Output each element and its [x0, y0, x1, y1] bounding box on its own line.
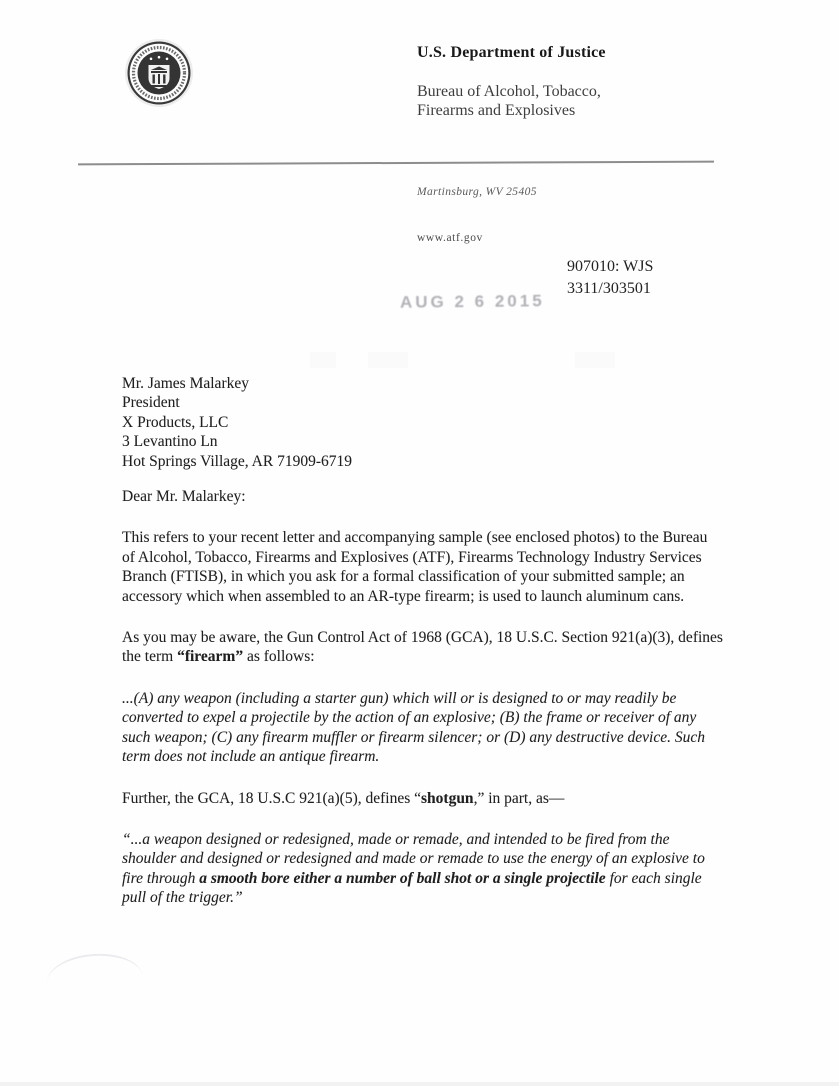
date-received-stamp: AUG 2 6 2015 — [399, 291, 545, 312]
shotgun-text-post: ,” in part, as— — [473, 789, 565, 807]
bureau-name — [417, 82, 606, 120]
recipient-company: X Products, LLC — [122, 413, 229, 431]
shotgun-quote-pre: “...a weapon designed or redesigned, made or remade, and intended to be fired from the shoulder and designed or redesigned and made or remade to use the energy of an explosive to fire through — [122, 830, 705, 887]
scan-smudge — [310, 352, 336, 368]
recipient-name: Mr. James Malarkey — [122, 375, 249, 392]
website-url: www.atf.gov — [417, 232, 483, 244]
bureau-line-2: Firearms and Explosives — [417, 102, 576, 119]
shotgun-text-pre: Further, the GCA, 18 U.S.C 921(a)(5), defines “ — [122, 789, 421, 807]
recipient-address — [122, 374, 723, 471]
gca-text-pre: As you may be aware, the Gun Control Act of 1968 (GCA), 18 U.S.C. Section 921(a)(3), defines the term — [122, 629, 723, 666]
quote-firearm-definition: ...(A) any weapon (including a starter gun) which will or is designed to or may readily be converted to expel a projectile by the action of an explosive; (B) the frame or receiver of any such weapon; (C) any firearm muffler or firearm silencer; or (D) any destructive device. Such term does not include an antique firearm. — [122, 689, 705, 766]
paragraph-intro: This refers to your recent letter and accompanying sample (see enclosed photos) to the Bureau of Alcohol, Tobacco, Firearms and Explosives (ATF), Firearms Technology Industry Services Branch (FTISB), in which you ask for a formal classification of your submitted sample; an accessory which when assembled to an AR-type firearm; is used to launch aluminum cans. — [122, 529, 708, 605]
shotgun-quote-post: for each single pull of the trigger.” — [122, 869, 702, 907]
recipient-street: 3 Levantino Ln — [122, 433, 218, 451]
doj-seal-icon — [123, 37, 195, 109]
firearm-term-bold: “firearm” — [177, 648, 244, 666]
paragraph-firearm-definition — [122, 628, 723, 667]
shotgun-term-bold: shotgun — [421, 789, 474, 807]
scan-smudge — [368, 352, 408, 368]
quote-shotgun-definition — [122, 830, 718, 908]
office-location: Martinsburg, WV 25405 — [417, 186, 537, 198]
scan-smudge — [575, 352, 615, 368]
department-title: U.S. Department of Justice — [417, 44, 606, 61]
scan-crease-artifact — [45, 951, 143, 984]
reference-line-1: 907010: WJS — [567, 258, 654, 275]
paragraph-shotgun-definition — [122, 789, 723, 808]
salutation: Dear Mr. Malarkey: — [122, 488, 246, 506]
bureau-line-1: Bureau of Alcohol, Tobacco, — [417, 83, 601, 100]
recipient-city-state-zip: Hot Springs Village, AR 71909-6719 — [122, 452, 352, 470]
scan-bottom-edge — [0, 1082, 839, 1086]
gca-text-post: as follows: — [243, 648, 315, 666]
recipient-title: President — [122, 394, 180, 412]
reference-numbers — [567, 256, 653, 300]
shotgun-quote-bold: a smooth bore either a number of ball shot or a single projectile — [199, 869, 606, 887]
letter-body — [122, 374, 723, 908]
letterhead — [417, 44, 606, 120]
reference-line-2: 3311/303501 — [567, 280, 651, 297]
header-divider — [78, 161, 714, 165]
